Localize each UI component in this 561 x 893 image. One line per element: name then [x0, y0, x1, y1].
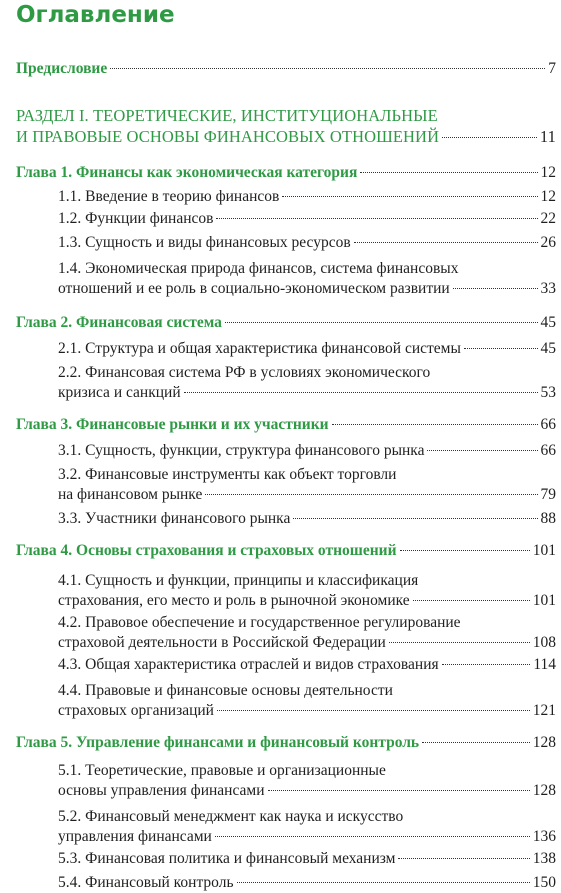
toc-entry-title: 2.2. Финансовая система РФ в условиях экономического — [58, 364, 431, 381]
toc-page-number: 7 — [548, 60, 556, 77]
dot-leader — [400, 550, 530, 551]
toc-page-number: 12 — [540, 188, 556, 205]
toc-page-number: 22 — [540, 210, 556, 227]
dot-leader — [293, 518, 537, 519]
page-title: Оглавление — [16, 2, 175, 28]
toc-entry-title: 4.4. Правовые и финансовые основы деятельности — [58, 682, 393, 699]
toc-entry-sub[interactable] — [58, 259, 556, 299]
toc-entry-title: 3.1. Сущность, функции, структура финансового рынка — [58, 442, 425, 459]
toc-entry-title: 1.1. Введение в теорию финансов — [58, 188, 280, 205]
toc-entry-chapter[interactable] — [16, 541, 556, 561]
toc-entry-title: 5.3. Финансовая политика и финансовый механизм — [58, 850, 396, 867]
dot-leader — [464, 348, 538, 349]
toc-entry-title: основы управления финансами — [58, 782, 265, 799]
toc-entry-title: отношений и ее роль в социально-экономическом развитии — [58, 280, 450, 297]
dot-leader — [422, 742, 530, 743]
toc-entry-title: 5.2. Финансовый менеджмент как наука и искусство — [58, 808, 404, 825]
toc-entry-title: Предисловие — [16, 60, 108, 77]
dot-leader — [360, 172, 537, 173]
toc-page-number: 12 — [540, 164, 556, 181]
toc-entry-title: 3.2. Финансовые инструменты как объект торговли — [58, 466, 397, 483]
dot-leader — [413, 600, 530, 601]
dot-leader — [389, 642, 530, 643]
toc-entry-title: 1.4. Экономическая природа финансов, система финансовых — [58, 260, 459, 277]
toc-entry-sub[interactable] — [58, 339, 556, 359]
toc-entry-preface[interactable] — [16, 59, 556, 79]
toc-page-number: 101 — [532, 592, 556, 609]
toc-entry-title: И ПРАВОВЫЕ ОСНОВЫ ФИНАНСОВЫХ ОТНОШЕНИЙ — [16, 127, 440, 146]
dot-leader — [442, 137, 537, 138]
dot-leader — [453, 288, 538, 289]
toc-entry-sub[interactable] — [58, 613, 556, 653]
dot-leader — [217, 710, 530, 711]
toc-entry-sub[interactable] — [58, 363, 556, 403]
toc-entry-title: 5.4. Финансовый контроль — [58, 874, 234, 891]
toc-page-number: 79 — [540, 486, 556, 503]
toc-entry-sub[interactable] — [58, 681, 556, 721]
toc-entry-title: Глава 5. Управление финансами и финансовый контроль — [16, 734, 420, 751]
toc-entry-title: 1.2. Функции финансов — [58, 210, 214, 227]
toc-page-number: 136 — [532, 828, 556, 845]
toc-entry-sub[interactable] — [58, 655, 556, 675]
toc-page-number: 11 — [539, 127, 556, 146]
toc-page-number: 26 — [540, 234, 556, 251]
toc-page-number: 101 — [532, 542, 556, 559]
toc-entry-sub[interactable] — [58, 187, 556, 207]
dot-leader — [354, 242, 538, 243]
toc-page-number: 108 — [532, 634, 556, 651]
toc-entry-chapter[interactable] — [16, 415, 556, 435]
dot-leader — [216, 218, 537, 219]
dot-leader — [225, 322, 538, 323]
toc-entry-title: на финансовом рынке — [58, 486, 203, 503]
dot-leader — [282, 196, 537, 197]
toc-page-number: 33 — [540, 280, 556, 297]
toc-entry-sub[interactable] — [58, 233, 556, 253]
toc-page-number: 138 — [532, 850, 556, 867]
toc-entry-sub[interactable] — [58, 209, 556, 229]
dot-leader — [215, 836, 530, 837]
dot-leader — [205, 494, 537, 495]
toc-entry-title: 4.3. Общая характеристика отраслей и видов страхования — [58, 656, 439, 673]
toc-entry-title: Глава 3. Финансовые рынки и их участники — [16, 416, 329, 433]
toc-entry-chapter[interactable] — [16, 163, 556, 183]
toc-entry-sub[interactable] — [58, 465, 556, 505]
toc-entry-title: 4.2. Правовое обеспечение и государственное регулирование — [58, 614, 461, 631]
toc-entry-sub[interactable] — [58, 441, 556, 461]
toc-entry-title: 2.1. Структура и общая характеристика финансовой системы — [58, 340, 461, 357]
dot-leader — [184, 392, 538, 393]
toc-entry-title: 4.1. Сущность и функции, принципы и классификация — [58, 572, 419, 589]
toc-entry-title: страхования, его место и роль в рыночной экономике — [58, 592, 410, 609]
dot-leader — [237, 882, 530, 883]
toc-entry-sub[interactable] — [58, 761, 556, 801]
toc-entry-chapter[interactable] — [16, 313, 556, 333]
toc-entry-sub[interactable] — [58, 509, 556, 529]
toc-entry-title: страховой деятельности в Российской Федерации — [58, 634, 386, 651]
toc-page-number: 150 — [532, 874, 556, 891]
toc-entry-sub[interactable] — [58, 807, 556, 847]
toc-entry-title: управления финансами — [58, 828, 212, 845]
toc-entry-title: Глава 1. Финансы как экономическая категория — [16, 164, 358, 181]
toc-entry-title: РАЗДЕЛ I. ТЕОРЕТИЧЕСКИЕ, ИНСТИТУЦИОНАЛЬНЫЕ — [16, 106, 438, 125]
toc-entry-title: Глава 2. Финансовая система — [16, 314, 222, 331]
toc-entry-section[interactable] — [16, 105, 556, 147]
dot-leader — [268, 790, 530, 791]
toc-entry-sub[interactable] — [58, 571, 556, 611]
toc-page-number: 66 — [540, 442, 556, 459]
toc-page-number: 121 — [532, 702, 556, 719]
toc-entry-title: 5.1. Теоретические, правовые и организационные — [58, 762, 386, 779]
dot-leader — [110, 68, 545, 69]
toc-page-number: 114 — [533, 656, 556, 673]
dot-leader — [398, 858, 529, 859]
toc-entry-title: кризиса и санкций — [58, 384, 181, 401]
toc-entry-sub[interactable] — [58, 873, 556, 893]
toc-entry-title: 1.3. Сущность и виды финансовых ресурсов — [58, 234, 351, 251]
toc-page-number: 88 — [540, 510, 556, 527]
dot-leader — [442, 664, 531, 665]
dot-leader — [332, 424, 538, 425]
toc-page-number: 45 — [540, 340, 556, 357]
toc-page-number: 53 — [540, 384, 556, 401]
toc-page-number: 128 — [532, 734, 556, 751]
toc-entry-title: Глава 4. Основы страхования и страховых отношений — [16, 542, 397, 559]
toc-page-number: 45 — [540, 314, 556, 331]
toc-page-number: 66 — [540, 416, 556, 433]
toc-page-number: 128 — [532, 782, 556, 799]
dot-leader — [427, 450, 537, 451]
toc-entry-title: страховых организаций — [58, 702, 214, 719]
toc-entry-chapter[interactable] — [16, 733, 556, 753]
toc-entry-title: 3.3. Участники финансового рынка — [58, 510, 291, 527]
toc-entry-sub[interactable] — [58, 849, 556, 869]
